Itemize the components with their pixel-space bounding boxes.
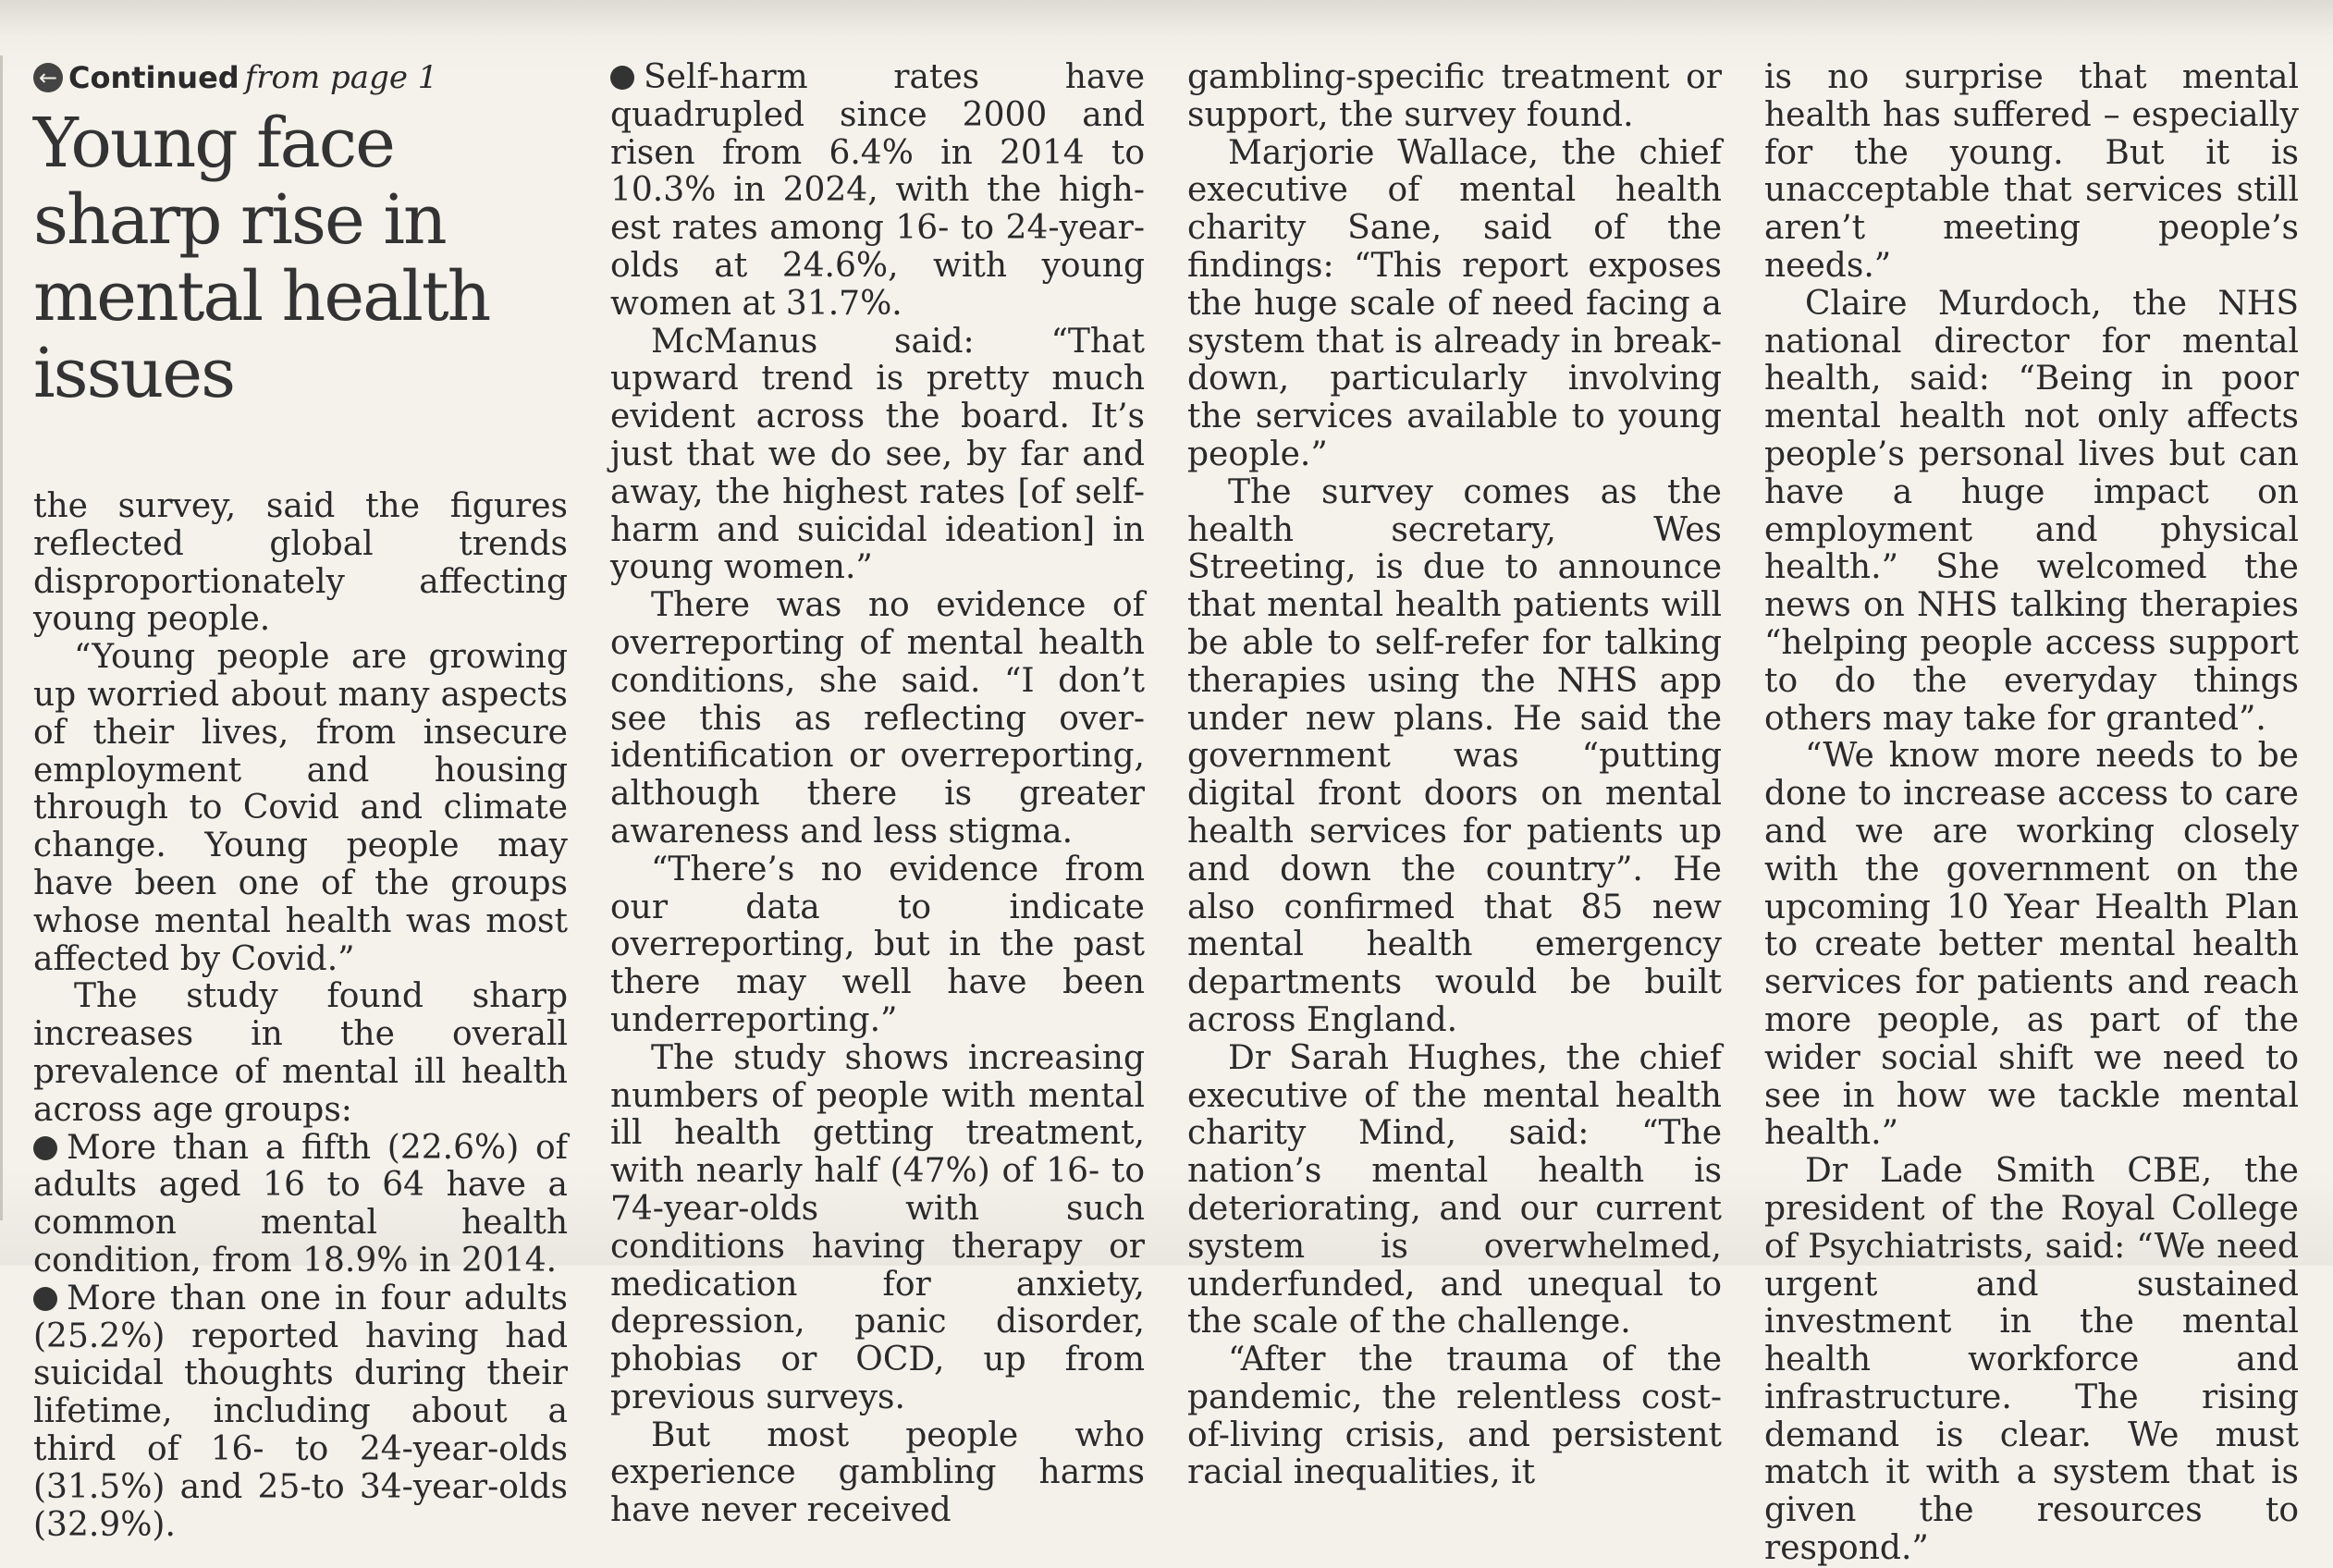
paragraph: “There’s no evidence from our data to indicate overreporting, but in the past there may well have been underreporting.”	[610, 850, 1145, 1039]
bullet-item	[610, 59, 1145, 324]
paragraph: the survey, said the figures reflected global trends disproportionately affecting young people.	[33, 487, 568, 639]
column-2	[610, 59, 1145, 1530]
paragraph: The survey comes as the health secretary, Wes Streeting, is due to announce that mental health patients will be able to self-refer for talking therapies using the NHS app under new plans. He said the government was “putting digital front doors on mental health services for patients up and down the country”. He also confirmed that 85 new mental health emergency departments would be built across England.	[1187, 472, 1722, 1039]
bullet-icon	[33, 1136, 57, 1160]
paragraph: Marjorie Wallace, the chief executive of mental health charity Sane, said of the findings: “This report exposes the huge scale of need facing a system that is already in breakdown, particularly involving the services available to young people.”	[1187, 133, 1722, 473]
paragraph: McManus said: “That upward trend is pretty much evident across the board. It’s just that we do see, by far and away, the highest rates [of self-harm and suicidal ideation] in young women.”	[610, 322, 1145, 587]
bullet-item	[33, 1130, 568, 1280]
left-column-rule	[0, 55, 3, 1220]
paragraph: gambling-specific treatment or support, the survey found.	[1187, 58, 1722, 134]
headline: Young face sharp rise in mental health issues	[33, 104, 490, 413]
bullet-text: More than one in four adults (25.2%) reported having had suicidal thoughts during their lifetime, including about a third of 16- to 24-year-olds (31.5%) and 25-to 34-year-olds (32.9%).	[33, 1279, 568, 1544]
bullet-text: Self-harm rates have quadrupled since 2000 and risen from 6.4% in 2014 to 10.3% in 2024, with the highest rates among 16- to 24-year-olds at 24.6%, with young women at 31.7%.	[610, 58, 1145, 323]
continued-label: Continued	[68, 59, 239, 95]
paragraph: “We know more needs to be done to increase access to care and we are working closely with the government on the upcoming 10 Year Health Plan to create better mental health services for patients and reach more people, as part of the wider social shift we need to see in how we tackle mental health.”	[1764, 737, 2299, 1153]
paragraph: The study shows increasing numbers of people with mental ill health getting treatment, with nearly half (47%) of 16- to 74-year-olds with such conditions having therapy or medication for anxiety, depression, panic disorder, phobias or OCD, up from previous surveys.	[610, 1038, 1145, 1416]
bullet-text: More than a fifth (22.6%) of adults aged 16 to 64 have a common mental health condition, from 18.9% in 2014.	[33, 1128, 568, 1280]
bullet-item	[33, 1280, 568, 1545]
column-3	[1187, 59, 1722, 1492]
continued-from: from page 1	[244, 58, 438, 96]
column-4	[1764, 59, 2299, 1568]
paragraph: “Young people are growing up worried about many aspects of their lives, from insecure employment and housing through to Covid and climate change. Young people may have been one of the groups whose mental health was most affected by Covid.”	[33, 638, 568, 978]
bullet-icon	[610, 66, 634, 90]
column-1-body	[33, 488, 568, 1544]
paragraph: The study found sharp increases in the overall prevalence of mental ill health across age groups:	[33, 977, 568, 1129]
paragraph: Dr Sarah Hughes, the chief executive of the mental health charity Mind, said: “The nation’s mental health is deteriorating, and our current system is overwhelmed, underfunded, and unequal to the scale of the challenge.	[1187, 1038, 1722, 1341]
paragraph: is no surprise that mental health has suffered – especially for the young. But it is unacceptable that services still aren’t meeting people’s needs.”	[1764, 58, 2299, 285]
paragraph: There was no evidence of overreporting of mental health conditions, she said. “I don’t see this as reflecting over-identification or overreporting, although there is greater awareness and less stigma.	[610, 586, 1145, 851]
bullet-icon	[33, 1287, 57, 1311]
arrow-left-icon: ←	[33, 63, 63, 92]
paragraph: But most people who experience gambling harms have never received	[610, 1415, 1145, 1530]
top-margin-strip	[0, 0, 2333, 37]
paragraph: Dr Lade Smith CBE, the president of the Royal College of Psychiatrists, said: “We need urgent and sustained investment in the mental health workforce and infrastructure. The rising demand is clear. We must match it with a system that is given the resources to respond.”	[1764, 1152, 2299, 1568]
continued-marker	[33, 57, 568, 98]
paragraph: “After the trauma of the pandemic, the relentless cost-of-living crisis, and persistent racial inequalities, it	[1187, 1341, 1722, 1492]
column-1	[33, 57, 568, 1544]
paragraph: Claire Murdoch, the NHS national director for mental health, said: “Being in poor mental health not only affects people’s personal lives but can have a huge impact on employment and physical health.” She welcomed the news on NHS talking therapies “helping people access support to do the everyday things others may take for granted”.	[1764, 284, 2299, 738]
